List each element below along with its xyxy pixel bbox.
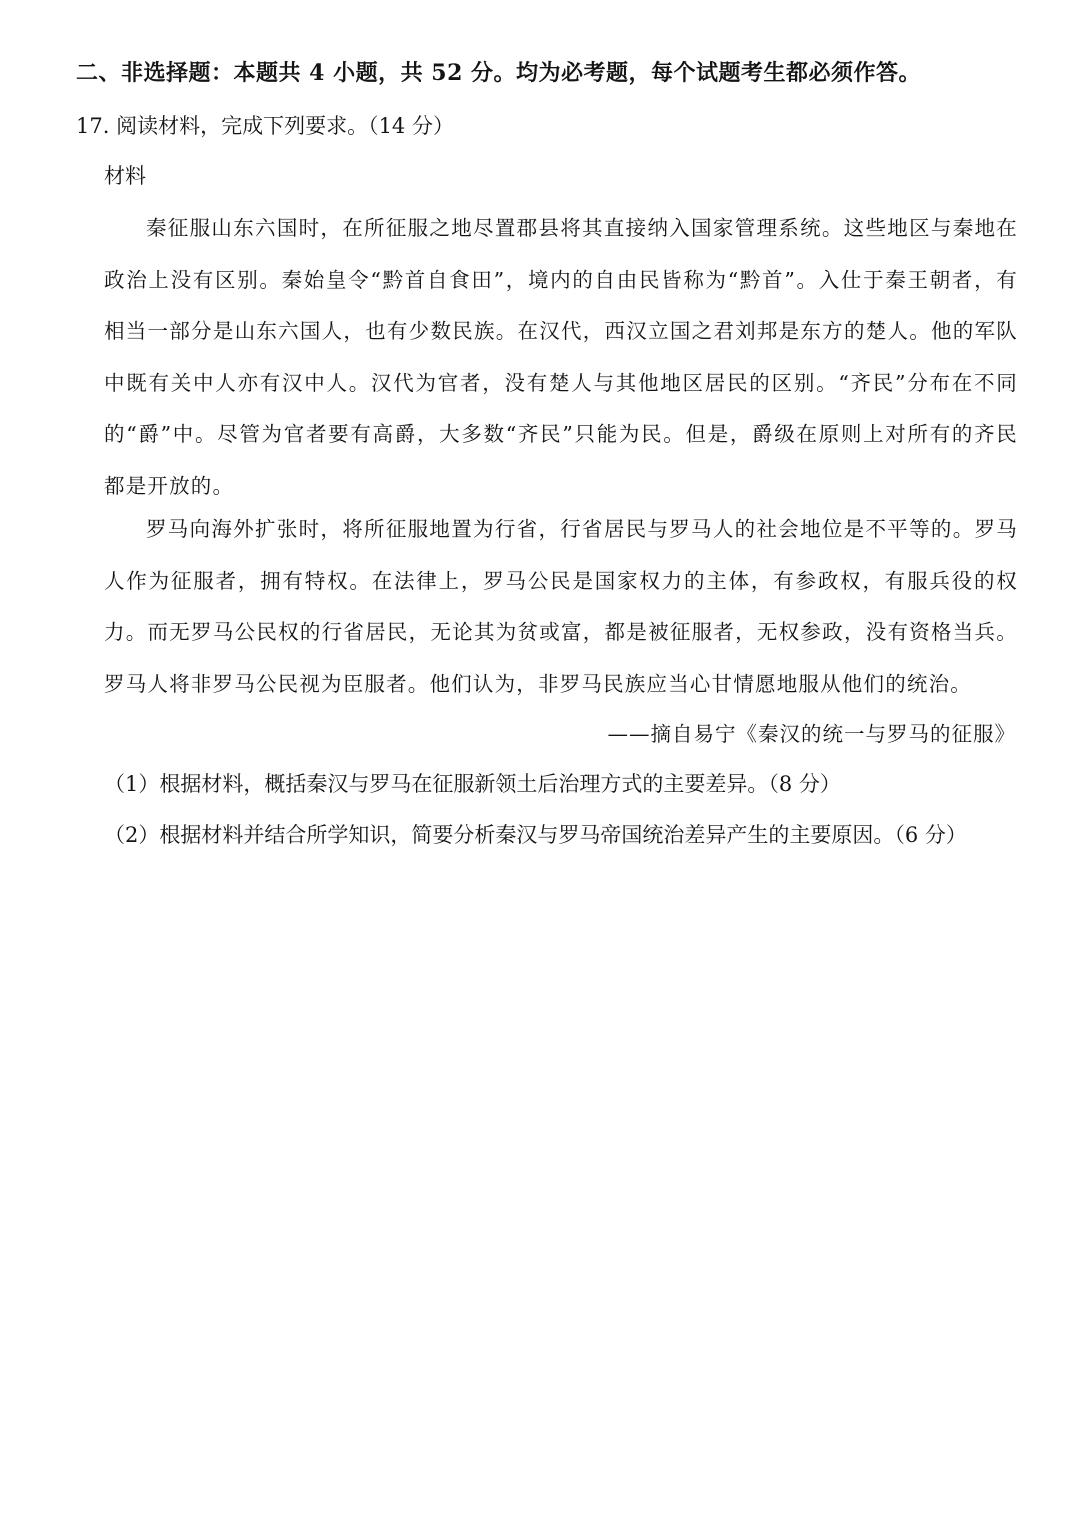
sub-question-2: （2）根据材料并结合所学知识，简要分析秦汉与罗马帝国统治差异产生的主要原因。（6 分） bbox=[104, 823, 967, 847]
material-paragraph-qin-han: 秦征服山东六国时，在所征服之地尽置郡县将其直接纳入国家管理系统。这些地区与秦地在政治上没有区别。秦始皇令“黔首自食田”，境内的自由民皆称为“黔首”。入仕于秦王朝者，有相当一部分是山东六国人，也有少数民族。在汉代，西汉立国之君刘邦是东方的楚人。他的军队中既有关中人亦有汉中人。汉代为官者，没有楚人与其他地区居民的区别。“齐民”分布在不同的“爵”中。尽管为官者要有高爵，大多数“齐民”只能为民。但是，爵级在原则上对所有的齐民都是开放的。 bbox=[104, 216, 1018, 498]
question-title: 17. 阅读材料，完成下列要求。（14 分） bbox=[76, 114, 454, 138]
sub-question-1: （1）根据材料，概括秦汉与罗马在征服新领土后治理方式的主要差异。（8 分） bbox=[104, 772, 841, 796]
material-label: 材料 bbox=[104, 164, 146, 188]
material-source: ——摘自易宁《秦汉的统一与罗马的征服》 bbox=[607, 722, 1016, 746]
section-heading: 二、非选择题：本题共 4 小题，共 52 分。均为必考题，每个试题考生都必须作答。 bbox=[76, 60, 922, 86]
material-paragraph-rome: 罗马向海外扩张时，将所征服地置为行省，行省居民与罗马人的社会地位是不平等的。罗马人作为征服者，拥有特权。在法律上，罗马公民是国家权力的主体，有参政权，有服兵役的权力。而无罗马公民权的行省居民，无论其为贫或富，都是被征服者，无权参政，没有资格当兵。罗马人将非罗马公民视为臣服者。他们认为，非罗马民族应当心甘情愿地服从他们的统治。 bbox=[104, 517, 1018, 696]
